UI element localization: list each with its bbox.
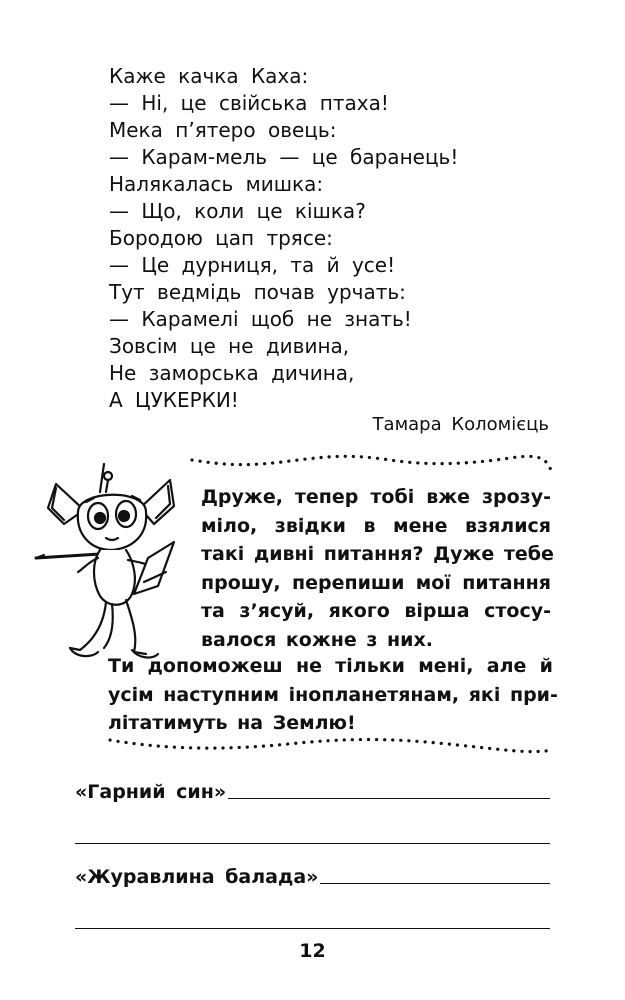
poem-line: Зовсім це не дивина, bbox=[109, 334, 350, 358]
poem-line: — Карам-мель — це баранець! bbox=[109, 145, 459, 169]
note-line: Друже, тепер тобі вже зрозу- bbox=[201, 486, 551, 508]
answer-line-1[interactable] bbox=[228, 797, 550, 799]
alien-note-paragraph-2 bbox=[108, 652, 558, 738]
poem-line: А ЦУКЕРКИ! bbox=[109, 388, 239, 412]
answer-field-2[interactable] bbox=[75, 866, 550, 888]
poem-line: Бородою цап трясе: bbox=[109, 226, 333, 250]
poem-author: Тамара Коломієць bbox=[372, 414, 549, 435]
alien-character-icon bbox=[34, 462, 182, 662]
note-line: та з’ясуй, якого вірша стосу- bbox=[201, 600, 551, 622]
note-line: прошу, перепиши мої питання bbox=[201, 571, 551, 594]
page-number: 12 bbox=[299, 940, 326, 962]
note-line: усім наступним інопланетянам, які при- bbox=[108, 683, 558, 706]
answer-blank-line-2[interactable] bbox=[75, 928, 550, 929]
poem-line: Мека п’ятеро овець: bbox=[109, 118, 337, 142]
answer-label-1: «Гарний син» bbox=[75, 781, 227, 803]
poem-line: Налякалась мишка: bbox=[109, 172, 324, 196]
dotted-border-top bbox=[190, 452, 555, 476]
poem-line: — Це дурниця, та й усе! bbox=[109, 253, 396, 277]
poem-line: Каже качка Каха: bbox=[109, 64, 309, 88]
poem-line: Не заморська дичина, bbox=[109, 361, 355, 385]
answer-label-2: «Журавлина балада» bbox=[75, 866, 319, 888]
answer-field-1[interactable] bbox=[75, 781, 550, 803]
poem-line: — Карамелі щоб не знать! bbox=[109, 307, 412, 331]
note-line: літатимуть на Землю! bbox=[108, 712, 356, 734]
note-line: такі дивні питання? Дуже тебе bbox=[201, 543, 554, 565]
note-line: Ти допоможеш не тільки мені, але й bbox=[108, 655, 553, 677]
answer-line-2[interactable] bbox=[320, 882, 550, 884]
note-line: валося кожне з них. bbox=[201, 628, 433, 651]
alien-note-paragraph-1 bbox=[201, 483, 554, 654]
poem-line: — Ні, це свійська птаха! bbox=[109, 91, 389, 115]
poem-line: — Що, коли це кішка? bbox=[109, 199, 366, 223]
dotted-border-bottom bbox=[108, 736, 555, 760]
poem bbox=[109, 63, 549, 414]
note-line: міло, звідки в мене взялися bbox=[201, 514, 551, 537]
answer-blank-line-1[interactable] bbox=[75, 843, 550, 844]
poem-line: Тут ведмідь почав урчать: bbox=[109, 280, 406, 304]
